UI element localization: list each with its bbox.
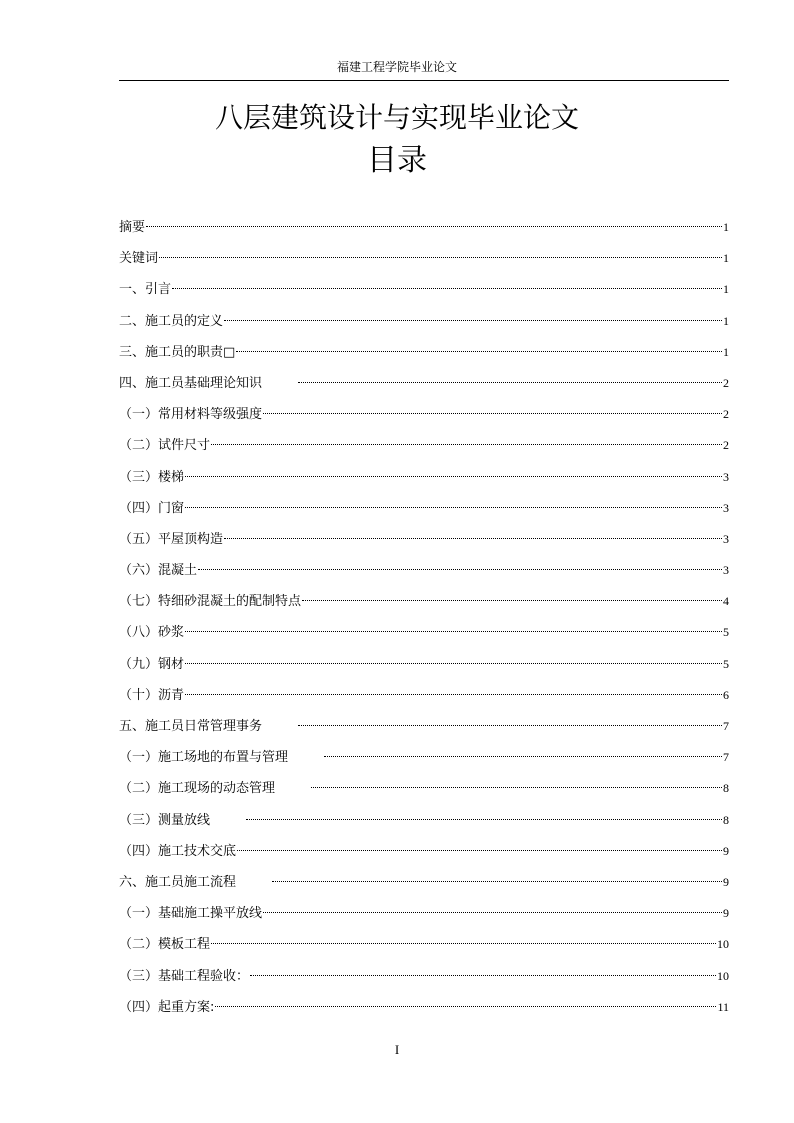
toc-leader-dots	[224, 320, 722, 321]
toc-entry-page: 3	[723, 531, 729, 546]
toc-leader-dots	[215, 1006, 716, 1007]
toc-entry-page: 2	[723, 438, 729, 453]
header-rule	[119, 80, 729, 81]
toc-leader-dots	[298, 725, 722, 726]
toc-entry-page: 3	[723, 469, 729, 484]
toc-entry-label: （四）施工技术交底	[119, 843, 237, 859]
page-number: I	[394, 1042, 400, 1057]
toc-entry-page: 2	[723, 375, 729, 390]
toc-leader-dots	[185, 476, 722, 477]
toc-entry-page: 4	[723, 594, 729, 609]
toc-entry-label: （五）平屋顶构造	[119, 531, 224, 547]
toc-entry-label: （一）基础施工操平放线	[119, 906, 263, 922]
toc-entry-label: （八）砂浆	[119, 625, 185, 641]
toc-entry[interactable]	[119, 745, 729, 776]
toc-entry-label: 六、施工员施工流程	[119, 874, 237, 890]
toc-entry[interactable]	[119, 808, 729, 839]
toc-leader-dots	[211, 943, 716, 944]
toc-entry-page: 6	[723, 687, 729, 702]
toc-entry-page: 2	[723, 407, 729, 422]
toc-entry-page: 7	[723, 750, 729, 765]
toc-entry-label: 关键词	[119, 251, 159, 267]
toc-entry[interactable]	[119, 402, 729, 433]
toc-leader-dots	[324, 756, 722, 757]
toc-entry[interactable]	[119, 371, 729, 402]
toc-entry[interactable]	[119, 683, 729, 714]
toc-entry[interactable]	[119, 277, 729, 308]
toc-heading: 目录	[367, 143, 427, 178]
toc-entry-page: 7	[723, 719, 729, 733]
toc-entry-label: 三、施工员的职责□	[119, 344, 236, 360]
toc-entry[interactable]	[119, 714, 729, 745]
toc-leader-dots	[298, 382, 722, 383]
toc-entry-label: （九）钢材	[119, 656, 185, 672]
toc-entry-page: 5	[723, 625, 729, 640]
toc-leader-dots	[263, 912, 722, 913]
toc-entry-label: 四、施工员基础理论知识	[119, 375, 263, 391]
toc-leader-dots	[237, 850, 722, 851]
toc-entry-label: （二）施工现场的动态管理	[119, 781, 276, 797]
toc-entry-label: 五、施工员日常管理事务	[119, 719, 263, 734]
toc-entry[interactable]	[119, 870, 729, 901]
toc-leader-dots	[263, 413, 722, 414]
toc-leader-dots	[250, 975, 716, 976]
toc-leader-dots	[185, 507, 722, 508]
toc-entry-page: 1	[723, 344, 729, 359]
toc-leader-dots	[198, 569, 722, 570]
toc-entry[interactable]	[119, 901, 729, 932]
toc-entry-label: （二）试件尺寸	[119, 438, 211, 454]
document-title: 八层建筑设计与实现毕业论文	[214, 101, 579, 134]
toc-entry-label: 摘要	[119, 220, 146, 235]
toc-entry[interactable]	[119, 496, 729, 527]
toc-entry[interactable]	[119, 995, 729, 1026]
toc-leader-dots	[185, 663, 722, 664]
toc-leader-dots	[224, 538, 722, 539]
toc-entry[interactable]	[119, 589, 729, 620]
toc-entry[interactable]	[119, 558, 729, 589]
toc-leader-dots	[311, 787, 722, 788]
toc-entry-label: （四）起重方案:	[119, 999, 215, 1015]
toc-entry-page: 1	[723, 220, 729, 234]
toc-entry-page: 5	[723, 656, 729, 671]
toc-entry-page: 1	[723, 282, 729, 297]
toc-entry-page: 9	[723, 843, 729, 858]
toc-entry-label: （六）混凝土	[119, 563, 198, 579]
toc-entry[interactable]	[119, 527, 729, 558]
toc-entry[interactable]	[119, 433, 729, 464]
toc-entry[interactable]	[119, 932, 729, 963]
toc-entry-page: 10	[717, 937, 729, 952]
toc-entry[interactable]	[119, 465, 729, 496]
toc-leader-dots	[146, 226, 722, 227]
toc-entry[interactable]	[119, 309, 729, 340]
toc-entry-label: （七）特细砂混凝土的配制特点	[119, 594, 302, 610]
toc-entry-label: （四）门窗	[119, 500, 185, 516]
toc-entry-page: 3	[723, 563, 729, 578]
toc-leader-dots	[246, 819, 722, 820]
toc-entry-page: 10	[717, 968, 729, 983]
toc-entry-page: 8	[723, 812, 729, 827]
toc-entry-page: 9	[723, 906, 729, 921]
toc-entry-page: 11	[717, 999, 729, 1014]
toc-entry[interactable]	[119, 964, 729, 995]
toc-leader-dots	[172, 288, 722, 289]
toc-entry-label: （一）常用材料等级强度	[119, 407, 263, 423]
toc-entry-label: （三）测量放线	[119, 812, 211, 828]
toc-leader-dots	[159, 257, 722, 258]
toc-leader-dots	[302, 600, 722, 601]
toc-entry-label: 二、施工员的定义	[119, 313, 224, 329]
toc-entry-label: 一、引言	[119, 282, 172, 298]
toc-entry-label: （一）施工场地的布置与管理	[119, 750, 289, 766]
toc-entry-label: （十）沥青	[119, 687, 185, 703]
toc-leader-dots	[211, 444, 722, 445]
toc-leader-dots	[185, 631, 722, 632]
toc-entry[interactable]	[119, 246, 729, 277]
toc-entry[interactable]	[119, 776, 729, 807]
toc-leader-dots	[272, 881, 722, 882]
toc-entry[interactable]	[119, 620, 729, 651]
toc-entry[interactable]	[119, 215, 729, 246]
toc-entry-page: 9	[723, 874, 729, 889]
toc-entry[interactable]	[119, 340, 729, 371]
table-of-contents	[119, 215, 729, 1026]
running-header: 福建工程学院毕业论文	[336, 60, 457, 74]
toc-entry-page: 8	[723, 781, 729, 796]
toc-entry-label: （三）基础工程验收：	[119, 968, 250, 984]
toc-entry[interactable]	[119, 652, 729, 683]
toc-leader-dots	[185, 694, 722, 695]
toc-entry-page: 3	[723, 500, 729, 515]
toc-entry-page: 1	[723, 251, 729, 266]
toc-entry-label: （二）模板工程	[119, 937, 211, 953]
toc-entry[interactable]	[119, 839, 729, 870]
toc-entry-label: （三）楼梯	[119, 469, 185, 485]
toc-entry-page: 1	[723, 313, 729, 328]
toc-leader-dots	[236, 351, 722, 352]
